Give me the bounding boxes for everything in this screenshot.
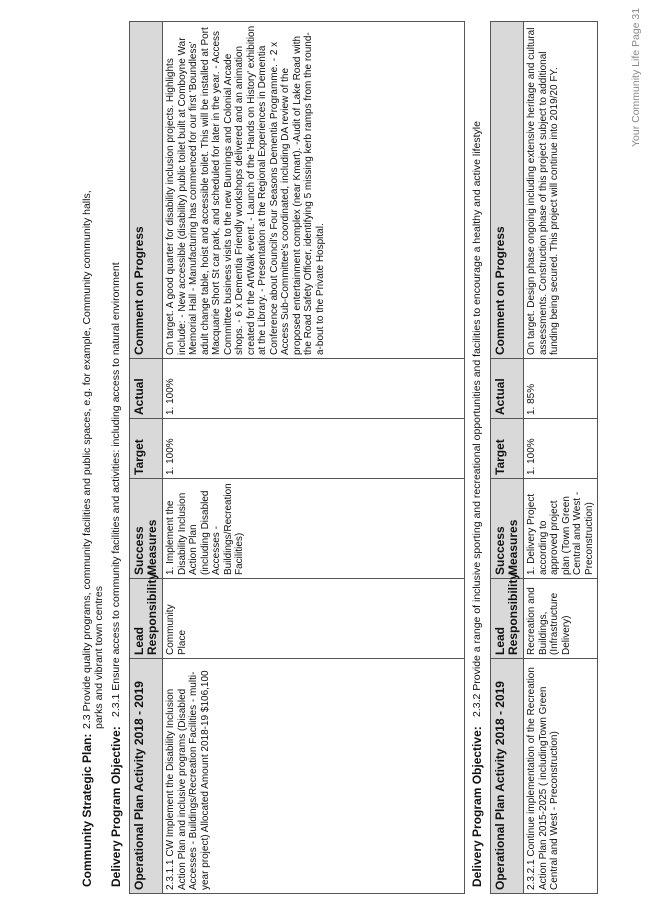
cell-measures: 1. Implement the Disability Inclusion Action Plan (including Disabled Accesses - Buildings/Recreation Facilities) bbox=[163, 479, 465, 579]
cell-comment: On target. A good quarter for disability inclusion projects. Highlights include: - New accessible (disability) public toilet built at Comboyne War Memorial Hall - Manufacturing has commenced for our first 'Boundless' adult change table, hoist and accessible toilet. This will be installed at Port Macquarie Short St car park, and scheduled for later in the year. - Access Committee business visits to the new Bunnings and Colonial Arcade shops. - 6 x Dementia Friendly workshops delivered and an animation created for the ArtWalk event. - Launch of the 'Hands on History' exhibition at the Library. - Presentation at the Regional Experiences in Dementia Conference about Council's Four Seasons Dementia Programme. - 2 x Access Sub-Committee's coordinated, including DA review of the proposed entertainment complex (near Kmart). -Audit of Lake Road with the Road Safety Officer, identifying 5 missing kerb ramps from the round-a-bout to the Private Hospital. bbox=[163, 22, 465, 359]
cell-activity: 2.3.2.1 Continue implementation of the Recreation Action Plan 2015-2025 ( includingTown Green Central and West - Preconstruction) bbox=[524, 659, 598, 894]
operational-plan-table-2 bbox=[490, 21, 598, 894]
header-target: Target bbox=[491, 419, 524, 479]
delivery-objective-text-1: 2.3.1 Ensure access to community facilities and activities: including access to natural environment bbox=[110, 262, 122, 717]
header-comment: Comment on Progress bbox=[130, 22, 163, 359]
operational-plan-table-1 bbox=[129, 21, 465, 894]
header-lead: Lead Responsibility bbox=[491, 579, 524, 659]
header-measures: Success Measures bbox=[491, 479, 524, 579]
cell-lead: Recreation and Buildings, (Infrastructure Delivery) bbox=[524, 579, 598, 659]
table-header-row bbox=[491, 22, 524, 894]
table-row bbox=[163, 22, 465, 894]
cell-comment: On target. Design phase ongoing including extensive heritage and cultural assessments. Construction phase of this project subject to additional funding being secured. This project will continue into 2019/20 FY. bbox=[524, 22, 598, 359]
header-comment: Comment on Progress bbox=[491, 22, 524, 359]
header-activity: Operational Plan Activity 2018 - 2019 bbox=[130, 659, 163, 894]
header-actual: Actual bbox=[130, 359, 163, 419]
delivery-objective-label-1: Delivery Program Objective: bbox=[109, 726, 123, 887]
header-measures: Success Measures bbox=[130, 479, 163, 579]
cell-actual: 1. 100% bbox=[163, 359, 465, 419]
delivery-objective-label-2: Delivery Program Objective: bbox=[470, 726, 484, 887]
header-actual: Actual bbox=[491, 359, 524, 419]
cell-actual: 1. 85% bbox=[524, 359, 598, 419]
cell-target: 1. 100% bbox=[524, 419, 598, 479]
header-lead: Lead Responsibility bbox=[130, 579, 163, 659]
strategic-plan-label: Community Strategic Plan: bbox=[80, 733, 94, 887]
cell-target: 1. 100% bbox=[163, 419, 465, 479]
strategic-plan-text: 2.3 Provide quality programs, community facilities and public spaces, e.g. for example, Community community halls, parks and vibrant town centres bbox=[81, 190, 105, 729]
table-row bbox=[524, 22, 598, 894]
cell-lead: Community Place bbox=[163, 579, 465, 659]
cell-activity: 2.3.1.1 CW Implement the Disability Inclusion Action Plan and inclusive programs (Disabled Accesses - Buildings/Recreation Facilities - multi-year project) Allocated Amount 2018-19 $106,100 bbox=[163, 659, 465, 894]
table-header-row bbox=[130, 22, 163, 894]
cell-measures: 1. Delivery Project according to approved project plan (Town Green Central and West - Preconstruction) bbox=[524, 479, 598, 579]
header-target: Target bbox=[130, 419, 163, 479]
delivery-objective-text-2: 2.3.2 Provide a range of inclusive sporting and recreational opportunities and facilities to encourage a healthy and active lifestyle bbox=[471, 121, 483, 717]
header-activity: Operational Plan Activity 2018 - 2019 bbox=[491, 659, 524, 894]
page-footer: Your Community Life Page 31 bbox=[630, 7, 642, 147]
